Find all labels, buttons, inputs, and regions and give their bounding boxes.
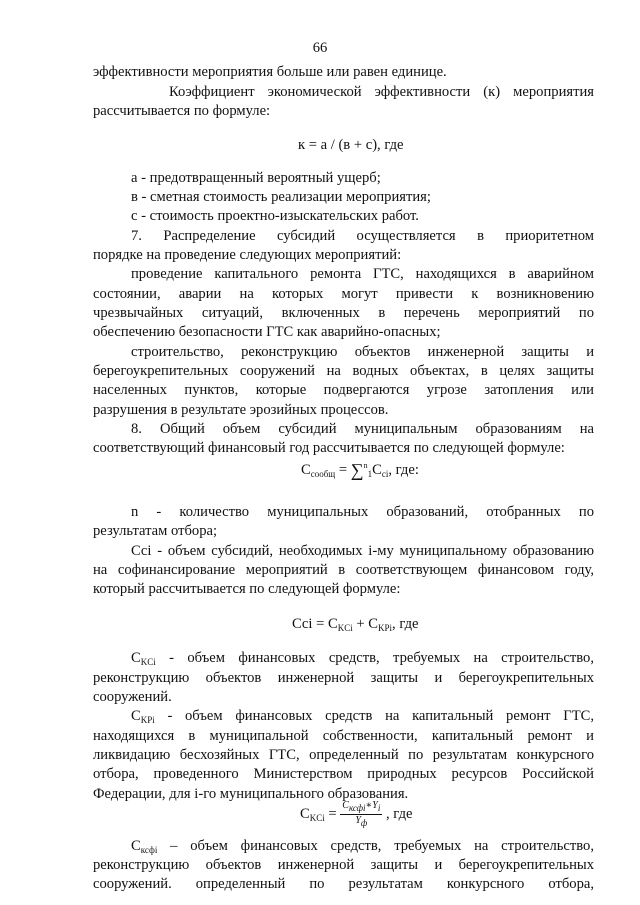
- formula-fraction: $\frac{\text{Cксфi∗Yi}}{Yф}$: [342, 800, 381, 828]
- page-number: 66: [312, 40, 328, 56]
- text-line: эффективности мероприятия больше или равен единице.: [93, 64, 447, 80]
- text-line: n - количество муниципальных образований, отобранных по: [131, 504, 594, 520]
- text-line: а - предотвращенный вероятный ущерб;: [131, 170, 381, 186]
- text-line: обеспечению безопасности ГТС как аварийно-опасных;: [93, 324, 441, 340]
- text-line: сооружений. определенный по результатам конкурсного отбора,: [93, 876, 594, 892]
- formula-construction-funds: $С_{KCi}$ = $\frac{\text{Cксфi∗Yi}}{Yф}$ , где: [300, 800, 413, 828]
- text-line: находящихся в муниципальной собственности, капитальный ремонт и: [93, 728, 594, 744]
- text-line: разрушения в результате эрозийных процессов.: [93, 402, 389, 418]
- formula-total-subsidy: $С_{сообщ} = \sum^n_1С_{ci}$, где:: [301, 460, 419, 480]
- text-line: берегоукрепительных сооружений на водных объектах, в целях защиты: [93, 363, 594, 379]
- text-line: с - стоимость проектно-изыскательских работ.: [131, 208, 419, 224]
- text-line: сооружений.: [93, 689, 172, 705]
- text-line: в - сметная стоимость реализации мероприятия;: [131, 189, 431, 205]
- text-line: строительство, реконструкцию объектов инженерной защиты и: [131, 344, 594, 360]
- formula-coefficient: к = а / (в + с), где: [298, 137, 404, 153]
- text-line: Коэффициент экономической эффективности (к) мероприятия: [169, 84, 594, 100]
- formula-subsidy-per-municipality: Ссi = $С_{KCi} + С_{KPi}$, где: [292, 616, 419, 633]
- text-line: порядке на проведение следующих мероприятий:: [93, 247, 402, 263]
- text-line: $С_{KPi}$ - объем финансовых средств на капитальный ремонт ГТС,: [131, 708, 594, 725]
- text-line: проведение капитального ремонта ГТС, находящихся в аварийном: [131, 266, 594, 282]
- text-line: Федерации, для i-го муниципального образования.: [93, 786, 409, 802]
- text-line: отбора, проведенного Министерством природных ресурсов Российской: [93, 766, 594, 782]
- text-line: состоянии, аварии на которых могут привести к возникновению: [93, 286, 594, 302]
- text-line: ликвидацию бесхозяйных ГТС, определенный по результатам конкурсного: [93, 747, 594, 763]
- text-line: который рассчитывается по следующей формуле:: [93, 581, 401, 597]
- text-line: результатам отбора;: [93, 523, 218, 539]
- text-line: реконструкцию объектов инженерной защиты и берегоукрепительных: [93, 670, 594, 686]
- text-line: на софинансирование мероприятий в соответствующем финансовом году,: [93, 562, 594, 578]
- text-line: рассчитывается по формуле:: [93, 103, 271, 119]
- text-line: $С_{KCi}$ - объем финансовых средств, требуемых на строительство,: [131, 650, 595, 667]
- text-line: реконструкцию объектов инженерной защиты и берегоукрепительных: [93, 857, 594, 873]
- text-line: 7. Распределение субсидий осуществляется в приоритетном: [131, 228, 594, 244]
- text-line: чрезвычайных ситуаций, включенных в перечень мероприятий по: [93, 305, 594, 321]
- text-line: $С_{ксфi}$ – объем финансовых средств, требуемых на строительство,: [131, 838, 594, 855]
- text-line: 8. Общий объем субсидий муниципальным образованиям на: [131, 421, 594, 437]
- text-line: населенных пунктов, которые подвергаются угрозе затопления или: [93, 382, 594, 398]
- text-line: соответствующий финансовый год рассчитывается по следующей формуле:: [93, 440, 565, 456]
- text-line: Ссi - объем субсидий, необходимых i-му муниципальному образованию: [131, 543, 594, 559]
